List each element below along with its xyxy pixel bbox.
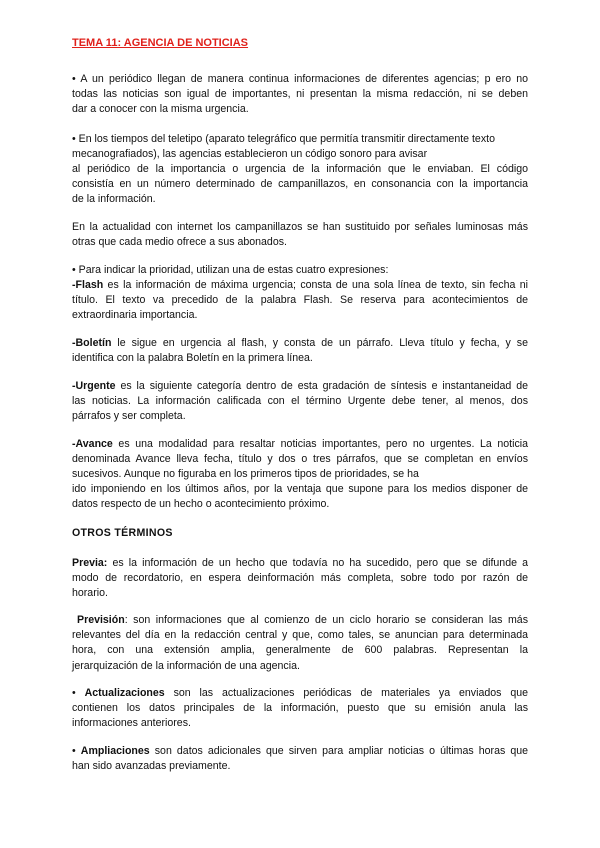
paragraph-internet [72,220,528,250]
text-line: hora, con una extensión amplia, generalmente de 600 palabras. Representan la [72,644,528,657]
term-ampliaciones: Ampliaciones [80,745,150,757]
page-title: TEMA 11: AGENCIA DE NOTICIAS [72,37,249,49]
paragraph-actualizaciones [72,686,528,732]
term-prevision: Previsión [77,614,125,626]
paragraph-avance-cont [72,482,528,512]
term-urgente: -Urgente [72,380,116,392]
text-line: • En los tiempos del teletipo (aparato telegráfico que permitía transmitir directamente texto [72,133,495,145]
text-line: otras que cada medio ofrece a sus abonados. [72,236,287,249]
section-heading: OTROS TÉRMINOS [72,527,173,539]
text-line: • Para indicar la prioridad, utilizan una de estas cuatro expresiones: [72,264,389,276]
term-flash: -Flash [72,279,104,291]
text-line: datos respecto de un hecho o acontecimiento próximo. [72,498,330,511]
text-line: sucesivos. Aunque no figuraba en los primeros tipos de prioridades, se ha [72,468,419,481]
text-line: extraordinaria importancia. [72,309,198,322]
text-line: consistía en un número determinado de campanillazos, en consonancia con la importancia [72,178,528,191]
text-line: las noticias. La información calificada con el término Urgente debe tener, al menos, dos [72,395,528,408]
text-line: -Flash es la información de máxima urgencia; consta de una sola línea de texto, sin fecha ni [72,279,528,291]
text-line: -Avance es una modalidad para resaltar noticias importantes, pero no urgentes. La noticia [72,438,528,450]
text-line: denominada Avance lleva fecha, título y dos o tres párrafos, que se completan en envíos [72,453,528,466]
text-line: informaciones anteriores. [72,717,191,730]
text-line: En la actualidad con internet los campanillazos se han sustituido por señales luminosas más [72,221,528,233]
paragraph-prevision [72,613,528,674]
text-line: de la información. [72,193,156,206]
text-line: identifica con la palabra Boletín en la primera línea. [72,352,313,365]
paragraph-intro [72,72,528,118]
paragraph-teletipo [72,132,528,162]
term-boletin: -Boletín [72,337,112,349]
text-line: • Ampliaciones son datos adicionales que sirven para ampliar noticias o últimas horas que [72,745,529,757]
text-line: dar a conocer con la misma urgencia. [72,103,249,116]
text-line: todas las noticias son igual de importantes, ni presentan la misma redacción, ni se deben [72,88,528,101]
term-previa: Previa: [72,557,108,569]
text-line: Previsión: son informaciones que al comienzo de un ciclo horario se consideran las más [77,614,528,626]
text-line: horario. [72,587,108,600]
text-line: -Boletín le sigue en urgencia al flash, y consta de un párrafo. Lleva título y fecha, y se [72,337,528,349]
text-line: párrafos y ser completa. [72,410,186,423]
paragraph-ampliaciones [72,744,528,774]
text-line: título. El texto va precedido de la palabra Flash. Se reserva para acontecimientos de [72,294,528,307]
paragraph-previa [72,556,528,602]
text-line: modo de recordatorio, en espera deinformación más completa, sobre todo por razón de [72,572,528,585]
text-line: al periódico de la importancia o urgencia de la información que le enviaban. El código [72,163,528,175]
text-line: Previa: es la información de un hecho que todavía no ha sucedido, pero que se difunde a [72,557,528,569]
text-line: relevantes del día en la redacción central y que, como tales, se anuncian para determinada [72,629,528,642]
text-line: • A un periódico llegan de manera continua informaciones de diferentes agencias; p ero no [72,73,528,85]
text-line: mecanografiados), las agencias establecieron un código sonoro para avisar [72,148,428,161]
paragraph-boletin [72,336,528,366]
text-line: ido imponiendo en los últimos años, por la ventaja que supone para los medios disponer de [72,483,528,495]
paragraph-teletipo-cont [72,162,528,208]
text-line: jerarquización de la información de una agencia. [72,659,300,672]
term-actualizaciones: Actualizaciones [84,687,165,699]
text-line: han sido avanzadas previamente. [72,760,231,773]
paragraph-urgente [72,379,528,425]
paragraph-avance [72,437,528,483]
text-line: contienen los datos principales de la información, puesto que su emisión anula las [72,702,528,715]
paragraph-flash [72,278,528,324]
paragraph-prioridad-intro [72,263,528,278]
text-line: • Actualizaciones son las actualizaciones periódicas de materiales ya enviados que [72,687,528,699]
text-line: -Urgente es la siguiente categoría dentro de esta gradación de síntesis e instantaneidad de [72,380,528,392]
term-avance: -Avance [72,438,113,450]
